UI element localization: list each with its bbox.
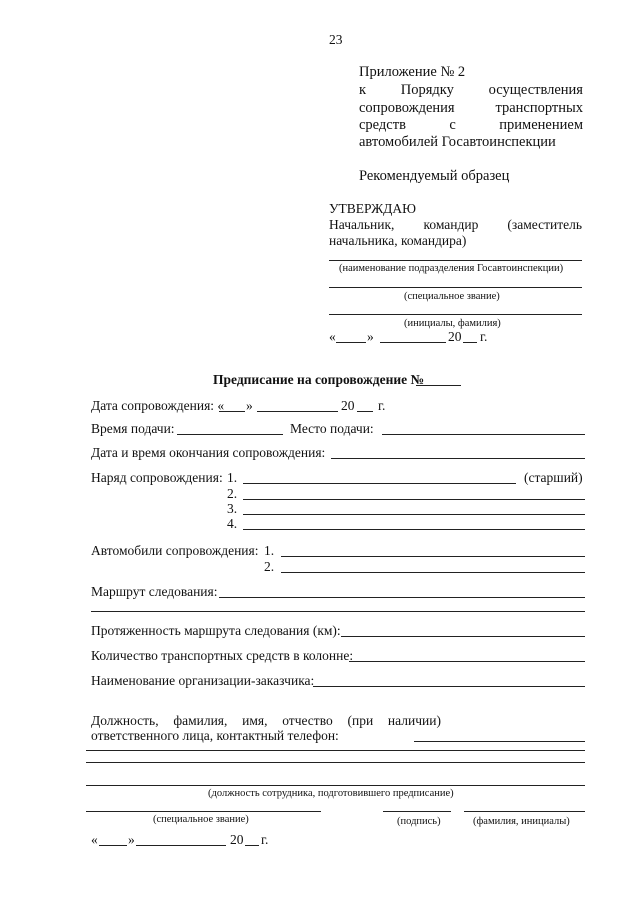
sign-date-open: « xyxy=(91,832,98,847)
word: Порядку xyxy=(400,82,454,98)
word: транспортных xyxy=(495,100,583,116)
word: к xyxy=(359,82,367,98)
word: командир xyxy=(423,217,479,232)
approval-day-line[interactable] xyxy=(336,342,366,343)
senior-label: (старший) xyxy=(524,470,583,485)
responsible-line-b[interactable] xyxy=(86,750,585,751)
team-number-3: 3. xyxy=(227,501,238,516)
approver-position-line-1 xyxy=(329,217,582,233)
team-number-1: 1. xyxy=(227,470,238,485)
vehicle-count-line[interactable] xyxy=(349,661,585,662)
escort-date-close: » xyxy=(246,398,253,413)
word: отчество xyxy=(282,713,333,728)
approval-year-suffix: г. xyxy=(480,329,488,344)
escort-team-label: Наряд сопровождения: xyxy=(91,470,223,485)
order-number-line[interactable] xyxy=(416,385,461,386)
sign-month-line[interactable] xyxy=(136,845,226,846)
word: сопровождения xyxy=(359,100,455,116)
appendix-title: Приложение № 2 xyxy=(359,64,466,80)
end-datetime-line[interactable] xyxy=(331,458,585,459)
approval-date-close: » xyxy=(367,329,374,344)
appendix-line-2 xyxy=(359,82,583,98)
supply-place-label: Место подачи: xyxy=(290,421,374,436)
car-number-2: 2. xyxy=(264,559,275,574)
appendix-line-4 xyxy=(359,117,583,133)
officer-position-line[interactable] xyxy=(86,785,585,786)
sign-year-line[interactable] xyxy=(245,845,259,846)
word: осуществления xyxy=(488,82,583,98)
rank-line[interactable] xyxy=(329,287,582,288)
customer-label: Наименование организации-заказчика: xyxy=(91,673,315,688)
sign-year-prefix: 20 xyxy=(230,832,244,847)
appendix-line-3 xyxy=(359,100,583,116)
officer-caption: (должность сотрудника, подготовившего предписание) xyxy=(208,788,454,799)
word: (при xyxy=(347,713,374,728)
sign-date-close: » xyxy=(128,832,135,847)
officer-name-line[interactable] xyxy=(464,811,585,812)
approver-position-line-2: начальника, командира) xyxy=(329,233,467,248)
customer-line[interactable] xyxy=(313,686,585,687)
responsible-line-a[interactable] xyxy=(414,741,585,742)
word: фамилия, xyxy=(173,713,228,728)
route-label: Маршрут следования: xyxy=(91,584,218,599)
end-datetime-label: Дата и время окончания сопровождения: xyxy=(91,445,326,460)
word: имя, xyxy=(242,713,268,728)
page-number: 23 xyxy=(329,32,343,47)
officer-rank-line[interactable] xyxy=(86,811,321,812)
rank-caption: (специальное звание) xyxy=(404,291,500,302)
route-length-line[interactable] xyxy=(341,636,585,637)
name-caption: (инициалы, фамилия) xyxy=(404,318,501,329)
appendix-line-5: автомобилей Госавтоинспекции xyxy=(359,134,556,150)
escort-car-1-line[interactable] xyxy=(281,556,585,557)
supply-place-line[interactable] xyxy=(382,434,585,435)
officer-name-caption: (фамилия, инициалы) xyxy=(473,816,570,827)
vehicle-count-label: Количество транспортных средств в колонне: xyxy=(91,648,354,663)
escort-year-suffix: г. xyxy=(378,398,386,413)
escort-cars-label: Автомобили сопровождения: xyxy=(91,543,259,558)
recommended-sample: Рекомендуемый образец xyxy=(359,168,510,184)
escort-car-2-line[interactable] xyxy=(281,572,585,573)
unit-name-line[interactable] xyxy=(329,260,582,261)
team-member-1-line[interactable] xyxy=(243,483,516,484)
supply-time-line[interactable] xyxy=(177,434,283,435)
supply-time-label: Время подачи: xyxy=(91,421,175,436)
approval-date-open: « xyxy=(329,329,336,344)
officer-signature-line[interactable] xyxy=(383,811,451,812)
order-title: Предписание на сопровождение № xyxy=(213,372,425,387)
route-line-2[interactable] xyxy=(91,611,585,612)
responsible-line-c[interactable] xyxy=(86,762,585,763)
approval-month-line[interactable] xyxy=(380,342,446,343)
word: Начальник, xyxy=(329,217,395,232)
sign-year-suffix: г. xyxy=(261,832,269,847)
unit-name-caption: (наименование подразделения Госавтоинспекции) xyxy=(339,263,564,274)
escort-month-line[interactable] xyxy=(257,411,338,412)
team-member-3-line[interactable] xyxy=(243,514,585,515)
officer-rank-caption: (специальное звание) xyxy=(153,814,249,825)
route-length-label: Протяженность маршрута следования (км): xyxy=(91,623,341,638)
approval-year-line[interactable] xyxy=(463,342,477,343)
sign-day-line[interactable] xyxy=(99,845,127,846)
route-line-1[interactable] xyxy=(219,597,585,598)
name-line[interactable] xyxy=(329,314,582,315)
team-member-4-line[interactable] xyxy=(243,529,585,530)
responsible-line-1 xyxy=(91,713,441,729)
escort-year-line[interactable] xyxy=(357,411,373,412)
word: применением xyxy=(499,117,583,133)
approve-heading: УТВЕРЖДАЮ xyxy=(329,201,417,216)
escort-day-line[interactable] xyxy=(219,411,245,412)
approval-year-prefix: 20 xyxy=(448,329,462,344)
word: средств xyxy=(359,117,406,133)
signature-caption: (подпись) xyxy=(397,816,441,827)
word: с xyxy=(449,117,456,133)
responsible-line-2: ответственного лица, контактный телефон: xyxy=(91,728,339,743)
word: наличии) xyxy=(387,713,441,728)
word: Должность, xyxy=(91,713,159,728)
team-member-2-line[interactable] xyxy=(243,499,585,500)
escort-date-label: Дата сопровождения: « xyxy=(91,398,225,413)
team-number-2: 2. xyxy=(227,486,238,501)
team-number-4: 4. xyxy=(227,516,238,531)
escort-year-prefix: 20 xyxy=(341,398,355,413)
car-number-1: 1. xyxy=(264,543,275,558)
word: (заместитель xyxy=(507,217,582,232)
